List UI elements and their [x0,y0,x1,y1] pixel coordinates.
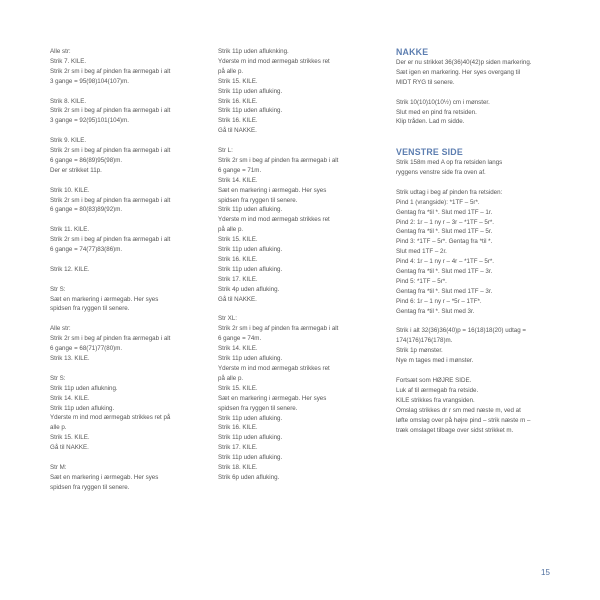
text-line: Strik 14. KILE. [50,394,90,402]
text-line: Slut med 1TF – 2r. [396,248,447,256]
text-line: Strik 11p uden afluking. [218,206,283,214]
text-line: på alle p. [218,67,244,75]
text-line: Strik 9. KILE. [50,137,87,145]
text-line: Strik 17. KILE. [218,444,258,452]
blank-line [396,317,561,327]
text-line: på alle p. [218,226,244,234]
text-line: Strik 11p uden afluking. [218,246,283,254]
blank-line [50,364,200,374]
blank-line [50,176,200,186]
text-line: Strik i alt 32(36)36(40)p = 16(18)18(20) udtag = [396,327,527,335]
text-line: Omslag strikkes dr r sm med næste m, ved at [396,406,521,414]
blank-line [396,366,561,376]
text-line: Der er strikket 11p. [50,166,102,174]
text-line: Strik 15. KILE. [218,236,258,244]
text-line: MIDT RYG til senere. [396,78,455,86]
text-line: Strik 2r sm i beg af pinden fra ærmegab i alt [50,196,171,204]
text-line: Klip tråden. Lad m sidde. [396,118,465,126]
text-line: Strik 16. KILE. [218,424,258,432]
text-line: 3 gange = 92(95)101(104)m. [50,117,129,125]
text-line: spidsen fra ryggen til senere. [218,404,298,412]
blank-line [50,255,200,265]
text-line: Strik 2r sm i beg af pinden fra ærmegab i alt [50,67,171,75]
text-line: 6 gange = 71m. [218,166,262,174]
text-line: Strik 14. KILE. [218,345,258,353]
section-heading: NAKKE [396,47,429,57]
text-line: Sæt en markering i ærmegab. Her syes [50,295,159,303]
blank-line [50,126,200,136]
blank-line [396,137,561,147]
text-line: Der er nu strikket 36(36)40(42)p siden markering. [396,59,532,66]
text-line: Strik 11p uden afluking. [218,87,283,95]
text-line: Yderste m ind mod ærmegab strikkes ret på [50,414,171,422]
text-line: Sæt en markering i ærmegab. Her syes [50,473,159,481]
text-line: Strik 2r sm i beg af pinden fra ærmegab i alt [50,236,171,244]
text-line: Gentag fra *til *. Slut med 3r. [396,307,475,315]
blank-line [50,87,200,97]
text-line: Strik 12. KILE. [50,265,90,273]
column-right [396,47,561,435]
text-line: Strik 2r sm i beg af pinden fra ærmegab i alt [50,147,171,155]
text-line: Pind 6: 1r – 1 ny r – *5r – 1TF*. [396,297,482,305]
text-line: Yderste m ind mod ærmegab strikkes ret [218,216,330,224]
text-line: Gentag fra *til *. Slut med 1TF – 1r. [396,208,493,216]
text-line: Strik 10(10)10(10½) cm i mønster. [396,98,490,106]
text-line: Strik 10. KILE. [50,186,90,194]
text-line: Alle str: [50,325,71,333]
text-line: KILE strikkes fra vrangsiden. [396,396,475,404]
text-line: Strik 2r sm i beg af pinden fra ærmegab i alt [50,335,171,343]
text-line: Str XL: [218,315,237,323]
text-line: Gå til NAKKE. [218,127,257,135]
text-line: Pind 3: *1TF – 5r*. Gentag fra *til *. [396,238,493,246]
text-line: 6 gange = 80(83)89(92)m. [50,206,123,214]
text-line: Strik 2r sm i beg af pinden fra ærmegab i alt [50,107,171,115]
text-line: Str M: [50,463,67,471]
text-line: træk omslaget tilbage over sidst strikket m. [396,426,514,434]
text-line: Str S: [50,285,66,293]
text-line: Strik 15. KILE. [50,434,90,442]
blank-line [396,178,561,188]
text-line: Strik 158m med A op fra retsiden langs [396,159,503,167]
text-line: Strik 7. KILE. [50,57,87,65]
text-line: Strik 11p uden afluking. [218,355,283,363]
text-line: Gå til NAKKE. [218,295,257,303]
text-line: Strik 16. KILE. [218,117,258,125]
text-line: alle p. [50,424,67,432]
blank-line [50,215,200,225]
text-line: Strik 16. KILE. [218,97,258,105]
text-line: Slut med en pind fra retsiden. [396,108,477,116]
text-line: Str L: [218,147,233,155]
text-line: Strik udtag i beg af pinden fra retsiden: [396,188,503,196]
text-line: 6 gange = 68(71)77(80)m. [50,345,123,353]
column-left [50,47,200,493]
text-line: Pind 5: *1TF – 5r*. [396,277,447,285]
text-line: Pind 2: 1r – 1 ny r – 3r – *1TF – 5r*. [396,218,495,226]
text-line: Luk af til ærmegab fra retside. [396,386,479,394]
text-line: Alle str: [50,48,71,55]
text-line: Strik 6p uden afluking. [218,473,280,481]
text-line: 174(176)176(178)m. [396,337,453,345]
text-line: Sæt igen en markering. Her syes overgang til [396,68,521,76]
text-line: Strik 11p uden afluknking. [218,48,289,55]
text-line: Strik 11p uden afluking. [218,265,283,273]
text-line: Strik 14. KILE. [218,176,258,184]
text-line: spidsen fra ryggen til senere. [50,305,130,313]
text-line: spidsen fra ryggen til senere. [218,196,298,204]
text-line: Strik 1p mønster. [396,347,443,355]
text-line: 6 gange = 74m. [218,335,262,343]
text-line: Yderste m ind mod ærmegab strikkes ret [218,364,330,372]
text-line: Strik 15. KILE. [218,77,258,85]
blank-line [50,314,200,324]
column-middle [218,47,378,483]
blank-line [218,305,378,315]
text-line: Strik 11p uden afluking. [218,107,283,115]
blank-line [50,453,200,463]
page-number: 15 [541,568,550,577]
text-line: Strik 11p uden aflukning. [50,384,118,392]
text-line: Strik 16. KILE. [218,256,258,264]
text-line: Sæt en markering i ærmegab. Her syes [218,394,327,402]
text-line: Strik 15. KILE. [218,384,258,392]
text-line: Pind 1 (vrangside): *1TF – 5r*. [396,198,480,206]
text-line: Strik 11p uden afluking. [218,414,283,422]
text-line: på alle p. [218,374,244,382]
text-line: Yderste m ind mod ærmegab strikkes ret [218,57,330,65]
text-line: Pind 4: 1r – 1 ny r – 4r – *1TF – 5r*. [396,258,495,266]
text-line: ryggens venstre side fra oven af. [396,169,486,177]
text-line: Gå til NAKKE. [50,444,89,452]
blank-line [396,127,561,137]
text-line: Sæt en markering i ærmegab. Her syes [218,186,327,194]
blank-line [218,136,378,146]
text-line: 6 gange = 74(77)83(86)m. [50,246,123,254]
text-line: Nye m tages med i mønster. [396,357,474,365]
text-line: Strik 4p uden afluking. [218,285,280,293]
text-line: Strik 2r sm i beg af pinden fra ærmegab i alt [218,156,339,164]
text-line: Strik 13. KILE. [50,354,90,362]
text-line: Fortsæt som HØJRE SIDE. [396,377,472,384]
text-line: 6 gange = 86(89)95(98)m. [50,156,123,164]
text-line: Strik 11p uden afluking. [218,454,283,462]
blank-line [396,88,561,98]
text-line: Gentag fra *til *. Slut med 1TF – 5r. [396,228,493,236]
text-line: spidsen fra ryggen til senere. [50,483,130,491]
text-line: Strik 11p uden afluking. [50,404,115,412]
text-line: Strik 2r sm i beg af pinden fra ærmegab i alt [218,325,339,333]
text-line: løfte omslag over på højre pind – strik næste m – [396,416,531,424]
text-line: Strik 18. KILE. [218,464,258,472]
text-line: 3 gange = 95(98)104(107)m. [50,77,129,85]
text-line: Strik 17. KILE. [218,275,258,283]
text-line: Strik 8. KILE. [50,97,87,105]
section-heading: VENSTRE SIDE [396,147,463,158]
text-line: Gentag fra *til *. Slut med 1TF – 3r. [396,268,493,276]
text-line: Gentag fra *til *. Slut med 1TF – 3r. [396,287,493,295]
text-line: Str S: [50,374,66,382]
text-line: Strik 11. KILE. [50,226,90,234]
text-line: Strik 11p uden afluking. [218,434,283,442]
blank-line [50,275,200,285]
